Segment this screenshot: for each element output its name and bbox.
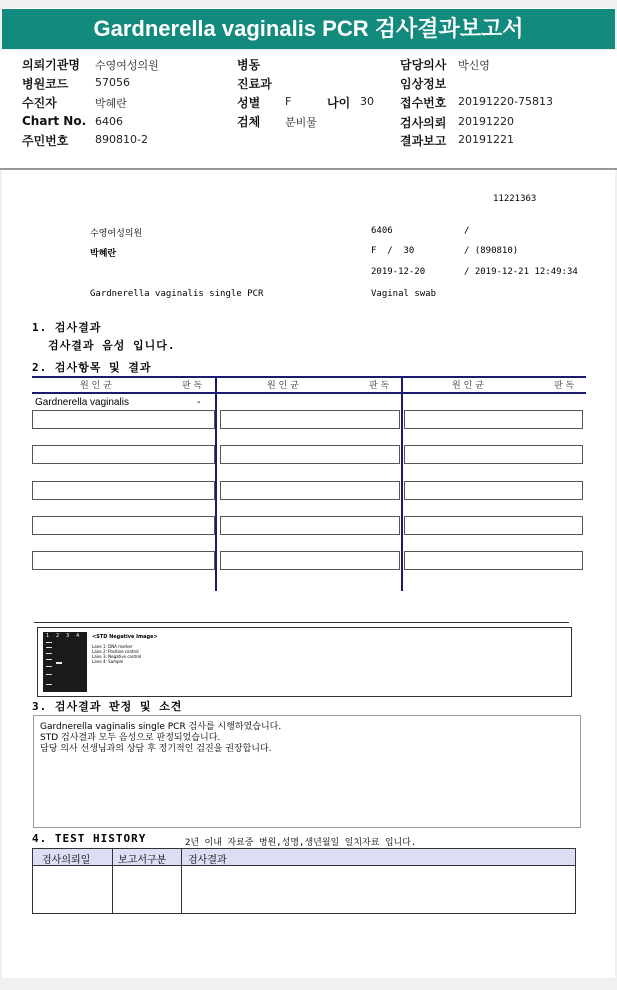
label-specimen: 검체 [237, 115, 261, 129]
value-sex: F [285, 95, 292, 108]
label-hospital-code: 병원코드 [22, 77, 69, 91]
result-cell [32, 445, 215, 464]
value-patient: 박혜란 [95, 97, 127, 110]
label-patient: 수진자 [22, 96, 57, 110]
gel-divider [34, 622, 569, 623]
value-hospital-code: 57056 [95, 76, 130, 89]
doc-patient: 박혜란 [90, 249, 117, 259]
report-body [2, 170, 615, 978]
value-result-report: 20191221 [458, 133, 514, 146]
history-note: 2년 이내 자료중 병원,성명,생년월일 일치자료 입니다. [185, 838, 417, 848]
doc-date-received: 2019-12-20 [371, 267, 426, 277]
col1-result-header: 판 독 [182, 381, 203, 391]
doc-specimen: Vaginal swab [371, 289, 437, 299]
report-title: Gardnerella vaginalis PCR 검사결과보고서 [2, 8, 615, 49]
section-4-title: 4. TEST HISTORY [32, 832, 147, 845]
label-department: 진료과 [237, 77, 272, 91]
result-cell [404, 551, 583, 570]
lane-number: 2 [56, 633, 60, 639]
result-summary: 검사결과 음성 입니다. [48, 339, 176, 352]
results-table-header [32, 376, 586, 394]
label-resident-no: 주민번호 [22, 134, 69, 148]
result-cell [404, 481, 583, 500]
doc-date-reported: / 2019-12-21 12:49:34 [464, 267, 578, 277]
section-1-title: 1. 검사결과 [32, 321, 102, 334]
history-col-divider [112, 849, 113, 913]
label-ward: 병동 [237, 58, 261, 72]
col3-result-header: 판 독 [554, 381, 575, 391]
result-cell [32, 410, 215, 429]
value-specimen: 분비물 [285, 116, 317, 129]
reference-number: 11221363 [493, 194, 537, 204]
gel-electrophoresis-image [43, 632, 87, 692]
opinion-line: Gardnerella vaginalis single PCR 검사를 시행하였습니다. [40, 722, 282, 732]
col2-result-header: 판 독 [369, 381, 390, 391]
section-2-title: 2. 검사항목 및 결과 [32, 361, 152, 374]
gel-caption: <STD Negative Image> [92, 634, 158, 640]
label-result-report: 결과보고 [400, 134, 447, 148]
doc-test-name: Gardnerella vaginalis single PCR [90, 289, 264, 299]
label-clinical-info: 임상정보 [400, 77, 447, 91]
patient-info-header [0, 50, 617, 170]
value-receipt-no: 20191220-75813 [458, 95, 553, 108]
history-col-divider [181, 849, 182, 913]
label-sex: 성별 [237, 96, 261, 110]
column-divider-2 [401, 376, 403, 591]
doc-slash: / [464, 226, 470, 236]
value-chart-no: 6406 [95, 115, 123, 128]
doc-birth: / (890810) [464, 246, 519, 256]
value-requesting-institution: 수영여성의원 [95, 59, 159, 72]
label-requesting-institution: 의뢰기관명 [22, 58, 80, 72]
result-cell [220, 481, 400, 500]
label-test-request: 검사의뢰 [400, 116, 447, 130]
organism-name: Gardnerella vaginalis [35, 397, 129, 408]
result-cell [32, 481, 215, 500]
organism-result: - [197, 397, 201, 408]
col1-organism-header: 원 인 균 [80, 381, 112, 391]
section-3-title: 3. 검사결과 판정 및 소견 [32, 700, 183, 713]
opinion-line: 담당 의사 선생님과의 상담 후 정기적인 검진을 권장합니다. [40, 744, 272, 754]
doc-chart: 6406 [371, 226, 393, 236]
result-cell [220, 516, 400, 535]
result-cell [404, 445, 583, 464]
result-cell [220, 551, 400, 570]
history-col-result: 검사결과 [188, 855, 227, 866]
label-age: 나이 [327, 96, 351, 110]
gel-legend-line: Lane 4: Sample [92, 659, 124, 664]
history-col-request-date: 검사의뢰일 [42, 855, 91, 866]
col2-organism-header: 원 인 균 [267, 381, 299, 391]
label-receipt-no: 접수번호 [400, 96, 447, 110]
history-col-report-type: 보고서구분 [118, 855, 167, 866]
label-chart-no: Chart No. [22, 114, 87, 128]
value-resident-no: 890810-2 [95, 133, 148, 146]
column-divider-1 [215, 376, 217, 591]
history-table [32, 848, 576, 914]
gel-legend-line: Lane 2: Positive control [92, 649, 139, 654]
lane-number: 4 [76, 633, 80, 639]
result-cell [220, 410, 400, 429]
result-cell [404, 410, 583, 429]
result-cell [32, 516, 215, 535]
opinion-box [33, 715, 581, 828]
gel-legend-line: Lane 3: Negative control [92, 654, 142, 659]
lane-number: 3 [66, 633, 70, 639]
value-age: 30 [360, 95, 374, 108]
opinion-line: STD 검사결과 모두 음성으로 판정되었습니다. [40, 733, 221, 743]
history-table-header [33, 849, 575, 866]
result-cell [220, 445, 400, 464]
result-cell [32, 551, 215, 570]
label-doctor: 담당의사 [400, 58, 447, 72]
result-cell [404, 516, 583, 535]
lane-number: 1 [46, 633, 50, 639]
doc-sex-age: F / 30 [371, 246, 415, 256]
gel-legend-line: Lane 1: DNA marker [92, 644, 133, 649]
value-test-request: 20191220 [458, 115, 514, 128]
doc-hospital: 수영여성의원 [90, 229, 143, 239]
gel-image-panel [37, 627, 572, 697]
value-doctor: 박신영 [458, 59, 490, 72]
col3-organism-header: 원 인 균 [452, 381, 484, 391]
